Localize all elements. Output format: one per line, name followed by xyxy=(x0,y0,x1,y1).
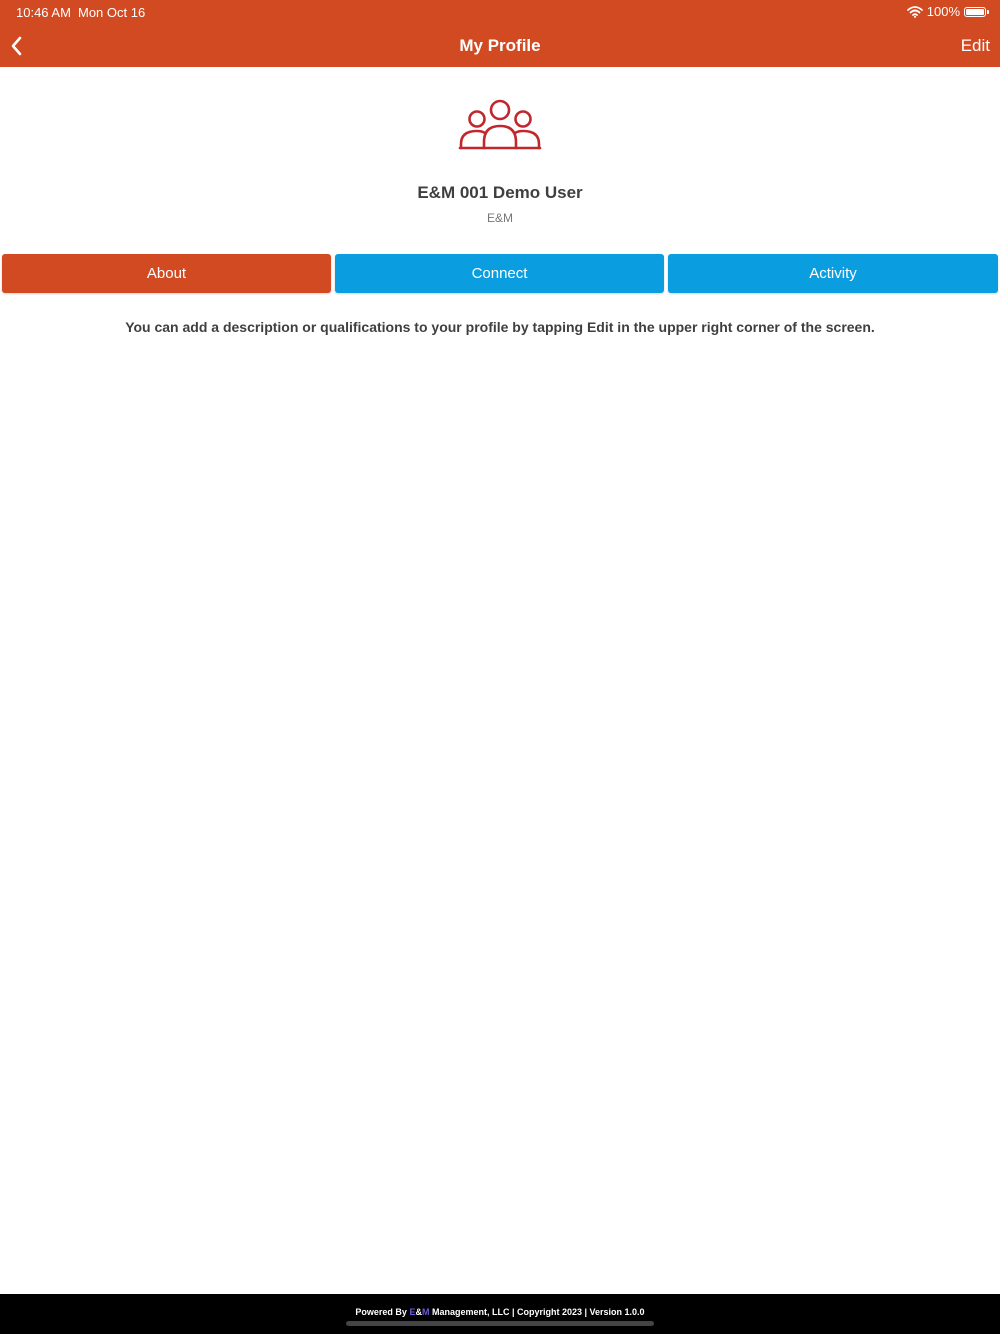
profile-description-hint: You can add a description or qualifications to your profile by tapping Edit in the upper right corner of the screen. xyxy=(125,319,875,335)
footer-prefix: Powered By xyxy=(355,1307,410,1317)
footer-copyright xyxy=(0,1307,1000,1317)
user-name: E&M 001 Demo User xyxy=(417,183,583,202)
footer xyxy=(0,1294,1000,1334)
battery-percent: 100% xyxy=(926,4,960,19)
home-indicator xyxy=(346,1321,654,1326)
battery-fill xyxy=(966,9,984,15)
tab-activity[interactable]: Activity xyxy=(668,254,998,293)
wifi-icon xyxy=(907,6,923,18)
users-group-icon xyxy=(457,98,543,152)
footer-brand-e: E xyxy=(409,1307,416,1317)
edit-button[interactable]: Edit xyxy=(960,36,990,55)
status-date: Mon Oct 16 xyxy=(78,5,146,20)
status-bar xyxy=(0,0,1000,24)
tab-connect[interactable]: Connect xyxy=(335,254,664,293)
user-organization: E&M xyxy=(486,211,513,225)
footer-suffix: Management, LLC | Copyright 2023 | Version 1.0.0 xyxy=(429,1307,645,1317)
battery-icon xyxy=(964,7,986,17)
status-right xyxy=(907,4,986,19)
footer-brand-amp: & xyxy=(415,1307,422,1317)
footer-brand-m: M xyxy=(421,1307,430,1317)
nav-bar xyxy=(0,24,1000,67)
tab-about[interactable]: About xyxy=(2,254,331,293)
status-time: 10:46 AM xyxy=(16,5,71,20)
page-title: My Profile xyxy=(459,36,541,55)
